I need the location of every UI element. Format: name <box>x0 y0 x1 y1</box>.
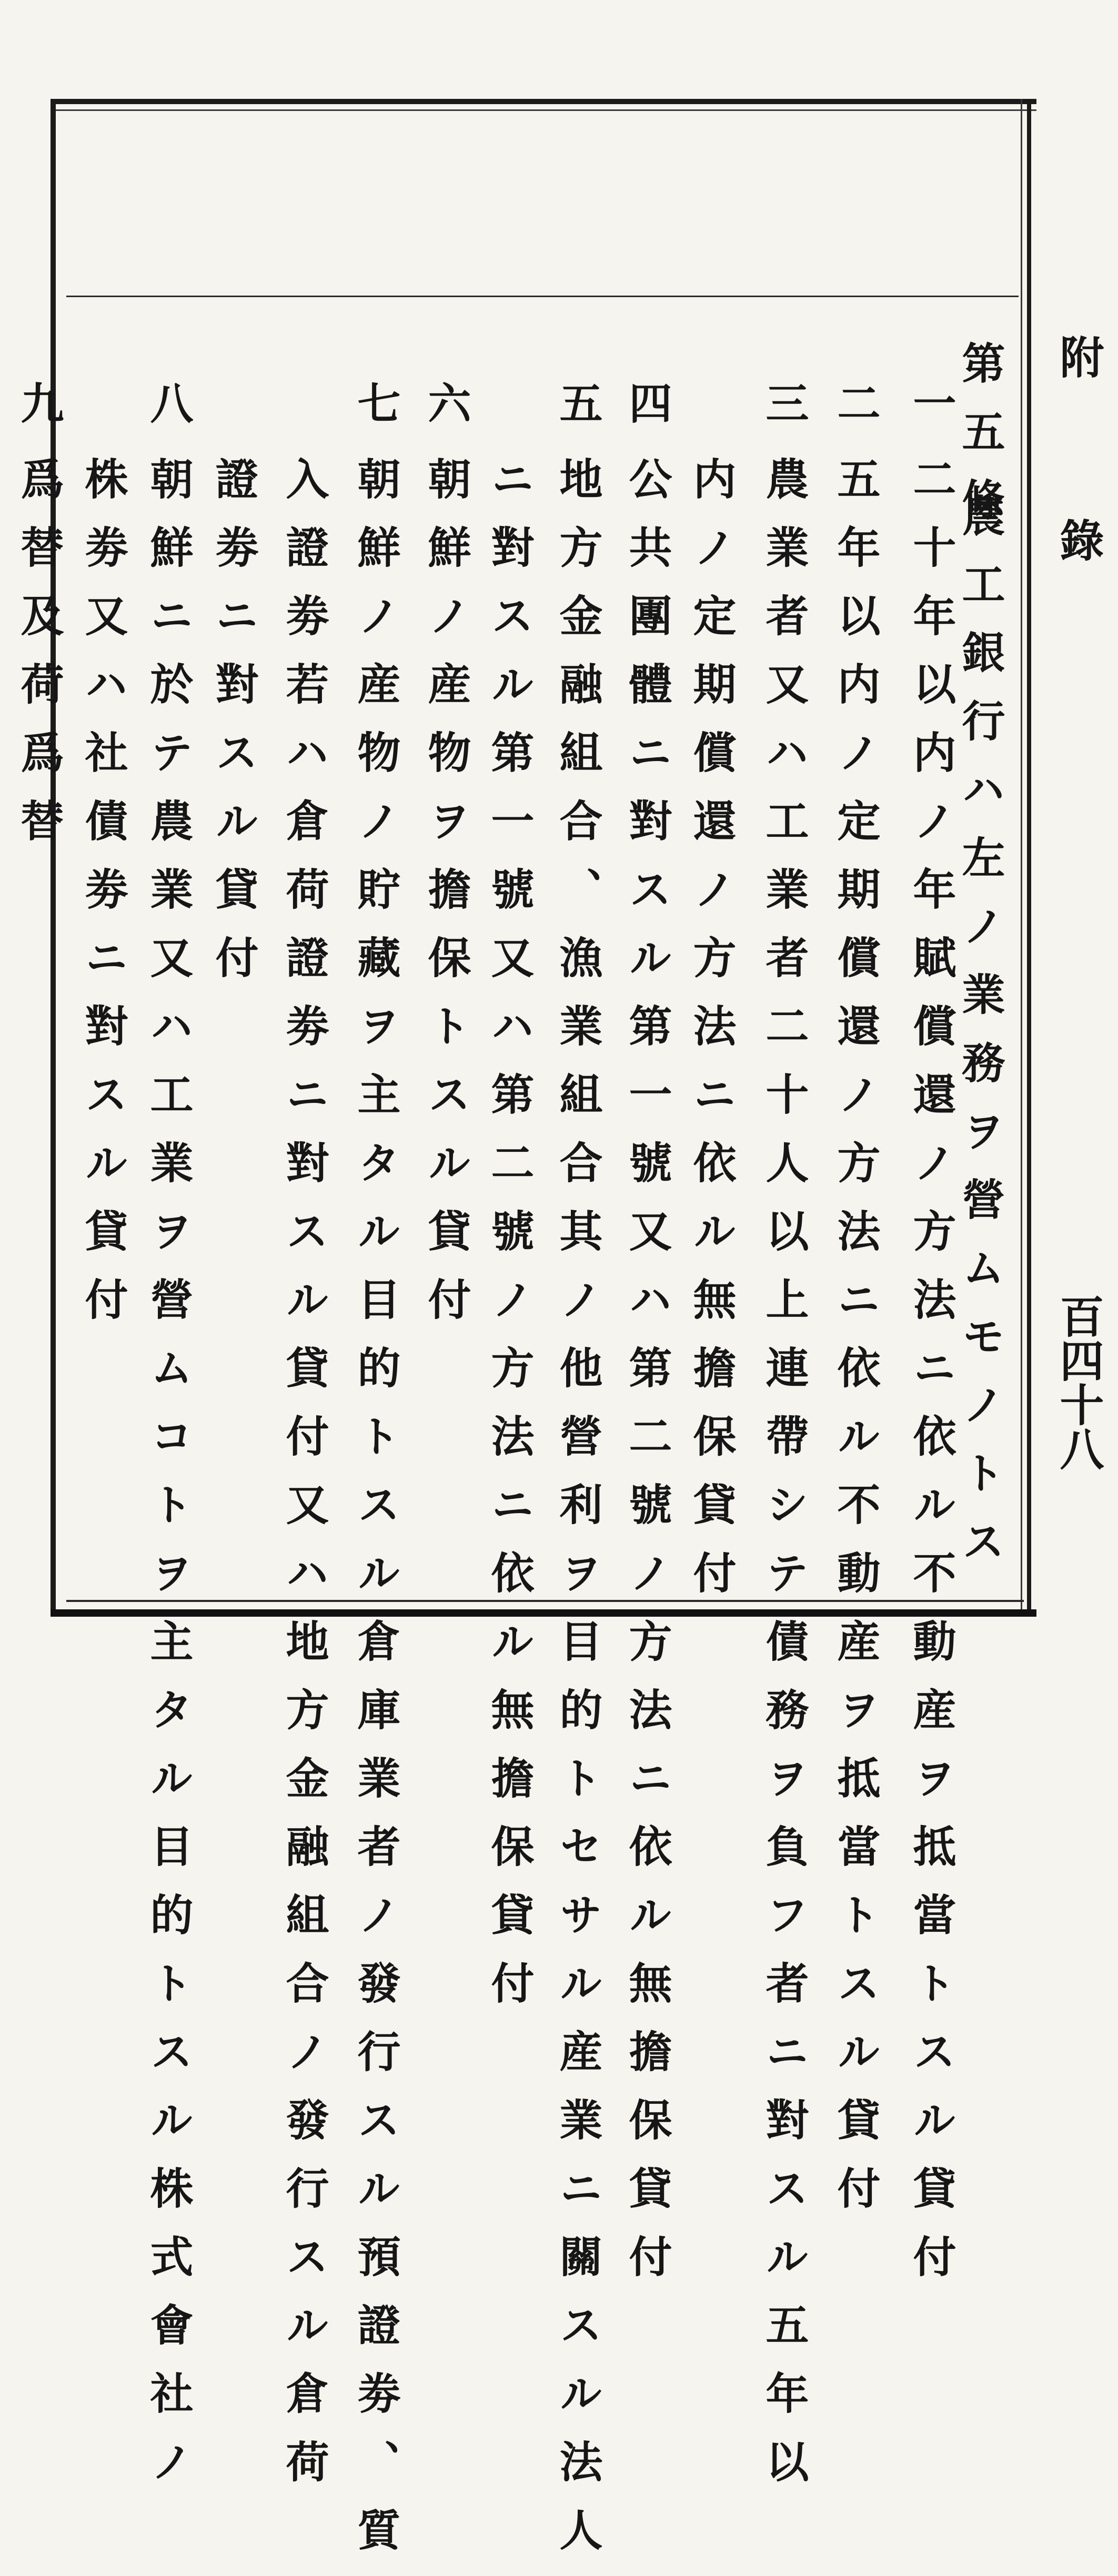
item-6-number: 六 <box>421 381 471 424</box>
item-1-number: 一 <box>906 381 956 424</box>
item-7-text-line-1: 朝鮮ノ産物ノ貯藏ヲ主タル目的トスル倉庫業者ノ發行スル預證劵、質 <box>350 457 401 2576</box>
article-heading: 第五條 <box>955 341 1005 546</box>
item-5-number: 五 <box>552 381 603 424</box>
item-5-text-line-2: ニ對スル第一號又ハ第二號ノ方法ニ依ル無擔保貸付 <box>484 457 535 2029</box>
frame-top-inner-rule <box>51 109 1036 111</box>
item-3-text-line-2: 内ノ定期償還ノ方法ニ依ル無擔保貸付 <box>686 457 737 1619</box>
item-3-text-line-1: 農業者又ハ工業者二十人以上連帶シテ債務ヲ負フ者ニ對スル五年以 <box>759 457 809 2508</box>
item-6-text: 朝鮮ノ産物ヲ擔保トスル貸付 <box>421 457 471 1345</box>
item-8-text-line-2: 株劵又ハ社債劵ニ對スル貸付 <box>78 457 128 1345</box>
item-3-number: 三 <box>759 381 809 424</box>
item-7-number: 七 <box>350 381 401 424</box>
item-7-text-line-3: 證劵ニ對スル貸付 <box>208 457 259 1003</box>
page-number: 百四十八 <box>1053 1294 1105 1470</box>
item-8-number: 八 <box>143 381 194 424</box>
frame-top-rule <box>51 99 1036 104</box>
running-head: 附 錄 <box>1053 334 1105 609</box>
frame-right-inner-rule <box>1021 99 1022 1616</box>
item-9-text: 爲替及荷爲替 <box>14 457 64 867</box>
item-2-text: 五年以内ノ定期償還ノ方法ニ依ル不動産ヲ抵當トスル貸付 <box>830 457 881 2234</box>
header-divider-rule <box>66 296 1019 297</box>
item-7-text-line-2: 入證劵若ハ倉荷證劵ニ對スル貸付又ハ地方金融組合ノ發行スル倉荷 <box>279 457 329 2508</box>
item-1-text: 二十年以内ノ年賦償還ノ方法ニ依ル不動産ヲ抵當トスル貸付 <box>906 457 956 2303</box>
item-9-number: 九 <box>14 381 64 424</box>
item-4-number: 四 <box>622 381 672 424</box>
item-2-number: 二 <box>830 381 881 424</box>
item-4-text: 公共團體ニ對スル第一號又ハ第二號ノ方法ニ依ル無擔保貸付 <box>622 457 672 2303</box>
article-intro: 農工銀行ハ左ノ業務ヲ營ムモノトス <box>955 493 1005 1587</box>
item-5-text-line-1: 地方金融組合、漁業組合其ノ他營利ヲ目的トセサル産業ニ關スル法人 <box>552 457 603 2576</box>
item-8-text-line-1: 朝鮮ニ於テ農業又ハ工業ヲ營ムコトヲ主タル目的トスル株式會社ノ <box>143 457 194 2508</box>
frame-right-rule <box>1027 99 1031 1616</box>
